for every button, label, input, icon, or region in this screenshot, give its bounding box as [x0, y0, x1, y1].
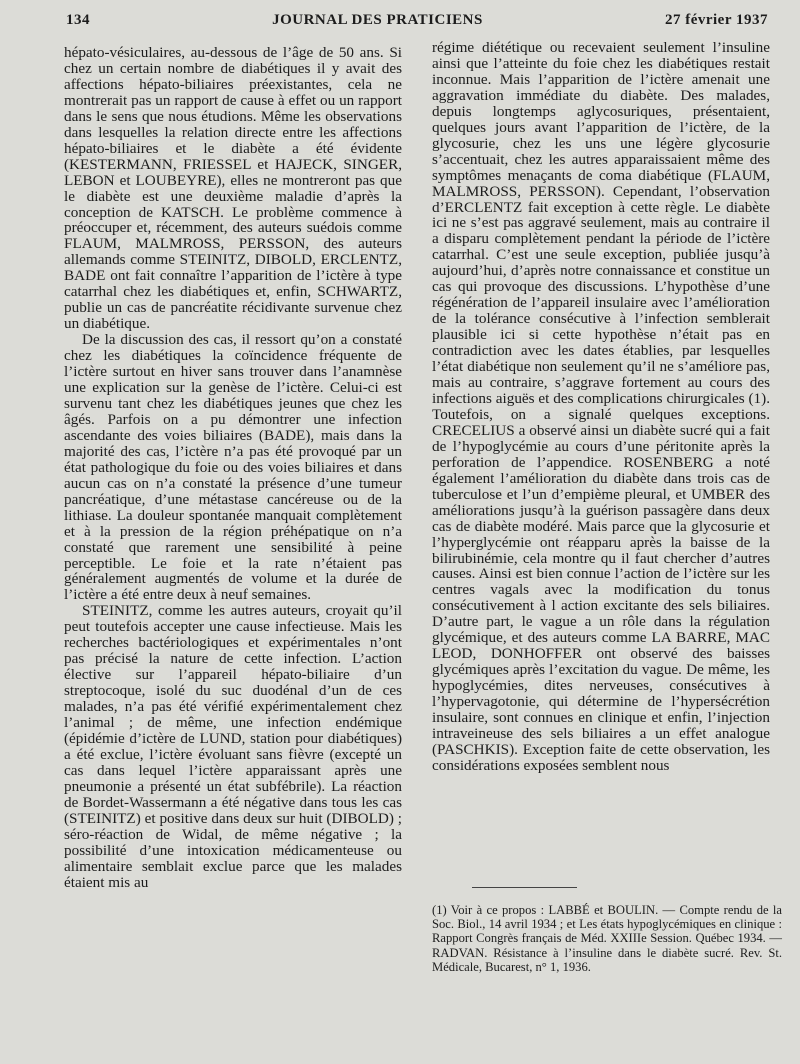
- paragraph: régime diététique ou recevaient seulement l’insuline ainsi que l’atteinte du foie chez les diabétiques restait inconnue. Mais l’apparition de l’ictère amenait une aggravation immédiate du diabète. Des malades, depuis longtemps aglycosuriques, présentaient, quelques jours avant l’apparition de l’ictère, de la glycosurie, chez les uns une légère glycosurie s’accentuait, chez les autres apparaissaient même des symptômes menaçants de coma diabétique (FLAUM, MALMROSS, PERSSON). Cependant, l’observation d’ERCLENTZ fait exception à cette règle. Le diabète ici ne s’est pas aggravé seulement, mais au contraire il a disparu complètement pendant la période de l’ictère catarrhal. C’est une seule exception, publiée jusqu’à aujourd’hui, d’après notre connaissance et constitue un cas qui provoque des discussions. L’hypothèse d’une régénération de l’appareil insulaire avec l’amélioration de la tolérance consécutive à l’infection semblerait plausible ici si cette hypothèse n’était pas en contradiction avec les dates établies, par lesquelles l’état diabétique non seulement qu’il ne s’améliore pas, mais au contraire, s’aggrave fortement au cours des infections aiguës et des complications chirurgicales (1). Toutefois, on a signalé quelques exceptions. CRECELIUS a observé ainsi un diabète sucré qui a fait de l’hypoglycémie au cours d’une péritonite après la perforation de l’appendice. ROSENBERG a noté également l’amélioration du diabète dans trois cas de tuberculose et l’un d’empième pleural, et UMBER des améliorations jusqu’à la guérison passagère dans deux cas de diabète modéré. Mais parce que la glycosurie et l’hyperglycémie ont réapparu après la baisse de la bilirubinémie, cela montre qu il faut chercher d’autres causes. Ainsi est bien connue l’action de l’ictère sur les centres vagals avec la modification du tonus consécutivement à l action excitante des sels biliaires. D’autre part, le vague a un rôle dans la régulation glycémique, et des auteurs comme LA BARRE, MAC LEOD, DONHOFFER ont observé des baisses glycémiques après l’excitation du vague. De même, les hypoglycémies, dites nerveuses, consécutives à l’hypervagotonie, qui détermine de l’hypersécrétion insulaire, sont connues en clinique et enfin, l’injection intraveineuse des sels biliaires a un effet analogue (PASCHKIS). Exception faite de cette observation, les considérations exposées semblent nous: [432, 39, 770, 774]
- left-column: [64, 45, 402, 891]
- page-header: [66, 12, 768, 34]
- issue-date: 27 février 1937: [664, 12, 768, 28]
- right-column: [432, 40, 770, 774]
- paragraph: De la discussion des cas, il ressort qu’on a constaté chez les diabétiques la coïncidence fréquente de l’ictère surtout en hiver sans trouver dans l’anamnèse une explication sur la genèse de l’ictère. Celui-ci est survenu tant chez les diabétiques jeunes que chez les âgés. Parfois on a pu démontrer une infection ascendante des voies biliaires (BADE), mais dans la majorité des cas, l’ictère n’a pas été provoqué par un état pathologique du foie ou des voies biliaires et dans aucun cas on n’a constaté la présence d’une tumeur pancréatique, d’une métastase cancéreuse ou de la lithiase. La douleur spontanée manquait complètement et à la pression de la région préhépatique on n’a constaté que rarement une sensibilité à peine perceptible. Le foie et la rate n’étaient pas généralement augmentés de volume et la durée de l’ictère a été entre deux à neuf semaines.: [64, 331, 402, 604]
- page-number: 134: [66, 12, 90, 28]
- footnote: (1) Voir à ce propos : LABBÉ et BOULIN. — Compte rendu de la Soc. Biol., 14 avril 1934 ; et Les états hypoglycémiques en clinique : Rapport Congrès français de Méd. XXIIIe Session. Québec 1934. — RADVAN. Résistance à l’insuline dans le diabète sucré. Rev. St. Médicale, Bucarest, n° 1, 1936.: [432, 903, 782, 974]
- journal-title: JOURNAL DES PRATICIENS: [272, 12, 483, 28]
- footnote-divider: [472, 887, 577, 888]
- paragraph: hépato-vésiculaires, au-dessous de l’âge de 50 ans. Si chez un certain nombre de diabétiques il y avait des affections hépato-biliaires préexistantes, cela ne montrerait pas un rapport de cause à effet ou un rapport dans le sens que nous étudions. Même les observations dans lesquelles la relation directe entre les affections hépato-biliaires et le diabète a été évidente (KESTERMANN, FRIESSEL et HAJECK, SINGER, LEBON et LOUBEYRE), elles ne montreront pas que le diabète est une deuxième maladie d’après la conception de KATSCH. Le problème commence à préoccuper et, récemment, des auteurs suédois comme FLAUM, MALMROSS, PERSSON, des auteurs allemands comme STEINITZ, DIBOLD, ERCLENTZ, BADE ont fait connaître l’apparition de l’ictère à type catarrhal chez les diabétiques et, enfin, SCHWARTZ, publie un cas de pancréatite récidivante survenue chez un diabétique.: [64, 44, 402, 333]
- paragraph: STEINITZ, comme les autres auteurs, croyait qu’il peut toutefois accepter une cause infectieuse. Mais les recherches bactériologiques et expérimentales n’ont pas précisé la nature de cette infection. L’action élective sur l’appareil hépato-biliaire d’un streptocoque, isolé du suc duodénal d’un de ces malades, n’a pas été vérifié expérimentalement chez l’animal ; de même, une infection endémique (épidémie d’ictère de LUND, station pour diabétiques) a été exclue, l’ictère évoluant sans fièvre (excepté un cas dans lequel l’ictère apparaissant après une pneumonie a présenté un état subfébrile). La réaction de Bordet-Wassermann a été négative dans tous les cas (STEINITZ) et positive dans deux sur huit (DIBOLD) ; séro-réaction de Widal, de même négative ; la possibilité d’une intoxication médicamenteuse ou alimentaire semblait exclue parce que les malades étaient mis au: [64, 602, 402, 891]
